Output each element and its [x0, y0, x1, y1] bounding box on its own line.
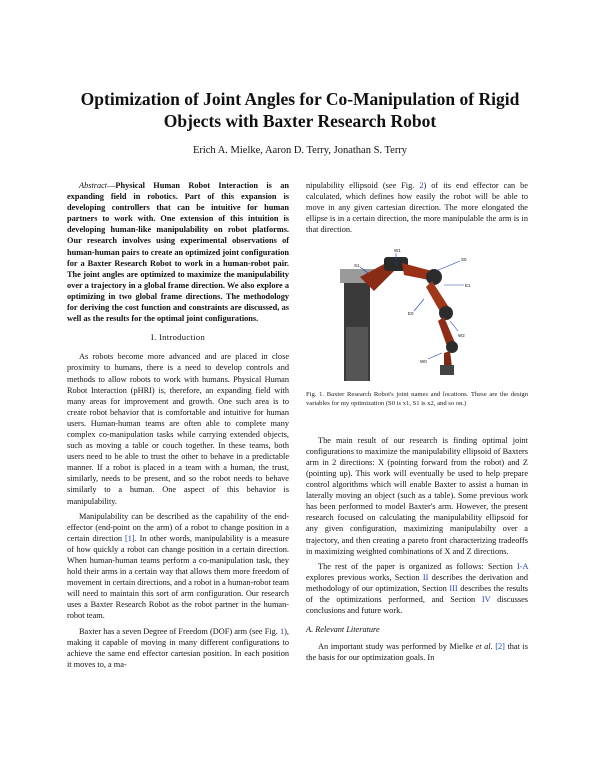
results-paragraph: The main result of our research is finding optimal joint configurations to maximize the manipulability ellipsoid of Baxters arm in 2 directions: X (pointing forward from the robot) and Z (pointing up). This work will eventually be used to help prepare control algorithms which will enable Baxter to assist a human in laterally moving an object (such as a table). Some previous work has been performed to model Baxter's arm. However, the present research focused on calculating the manipulability ellipsoid for any given configuration, maximizing manipulabilty over a trajectory, and then creating a pareto front characterizing tradeoffs in maximizing weighted combinations of X and Z directions.	[306, 435, 528, 556]
citation-link[interactable]: [2]	[495, 642, 505, 652]
organization-paragraph: The rest of the paper is organized as follows: Section I-A explores previous works, Section II describes the derivation and methodology of our optimization, Section III describes the results of the optimizations performed, and Section IV discusses conclusions and future work.	[306, 561, 529, 616]
subsection-heading-literature: A. Relevant Literature	[306, 625, 380, 635]
intro-paragraph-3: Baxter has a seven Degree of Freedom (DOF) arm (see Fig. 1), making it capable of moving in many different configurations to achieve the same end effector cartesian position. In each position it moves to, a ma-	[67, 626, 289, 669]
abstract-text: Physical Human Robot Interaction is an expanding field in robotics. Part of this expansion is developing controllers that can be intuitive for human partners to work with. One extension of this intuition is developing human-like manipulability on robot platforms. Our research involves using experimental observations of human-human pairs to create an optimized joint configuration for a Baxter Research Robot to work in a human-robot pair. The joint angles are optimized to maximize the manipulability over a trajectory in a global frame direction. We also explore a optimizing in two global frame directions. The methodology for deriving the cost function and constraints are discussed, as well as the results for the optimal joint configurations.	[67, 181, 289, 324]
section-link-4[interactable]: IV	[481, 594, 491, 604]
literature-paragraph: An important study was performed by Mielke et al. [2] that is the basis for our optimization goals. In	[306, 642, 529, 663]
section-link-2[interactable]: II	[422, 572, 429, 582]
joint-label-w2: W2	[458, 333, 465, 339]
abstract-label: Abstract	[79, 181, 108, 190]
citation-link[interactable]: [1]	[124, 533, 135, 543]
joint-label-w1: W1	[394, 248, 401, 254]
author-list: Erich A. Mielke, Aaron D. Terry, Jonathan S. Terry	[192, 145, 408, 156]
paper-title: Optimization of Joint Angles for Co-Manipulation of Rigid Objects with Baxter Research Robot	[80, 89, 520, 131]
joint-label-w0: W0	[420, 359, 427, 365]
robot-gripper	[440, 365, 454, 375]
joint-label-s0: S0	[461, 257, 467, 263]
section-heading-introduction: I. Introduction	[150, 332, 206, 343]
figure-caption: Fig. 1. Baxter Research Robot's joint names and locations. These are the design variables for my optimization (S0 is x1, S1 is x2, and so on.)	[306, 391, 528, 408]
joint-label-s1: S1	[354, 263, 360, 269]
joint-label-e0: E0	[408, 311, 414, 317]
left-column	[67, 180, 289, 674]
intro-paragraph-2: Manipulability can be described as the capability of the end-effector (end-point on the arm) of a robot to change position in a certain direction [1]. In other words, manipulability is a measure of how quickly a robot can change position in a certain direction. When human-human teams perform a co-manipulation task, they hold their arms in a certain way that allows them more freedom of movement in certain directions, and a robot in a human-robot team will need to maintain this sort of arm configuration. Our research uses a Baxter Research Robot as the robot partner in the human-robot team.	[67, 511, 289, 621]
figure-link[interactable]: 2	[419, 181, 424, 190]
joint-label-e1: E1	[465, 283, 471, 289]
continued-paragraph: nipulability ellipsoid (see Fig. 2) of its end effector can be calculated, which defines how easily the robot will be able to move in any given cartesian direction. The more elongated the ellipse is in a certain direction, the more manipulable the arm is in that direction.	[306, 181, 528, 235]
figure-link[interactable]: 1	[280, 626, 285, 636]
robot-figure	[306, 247, 528, 385]
right-column	[306, 180, 528, 667]
baxter-robot-image	[340, 247, 490, 383]
section-link-3[interactable]: III	[449, 583, 458, 593]
intro-paragraph-1: As robots become more advanced and are placed in close proximity to humans, there is a need to develop controls and methods to allow robots to work with humans. Physical Human Robot Interaction (pHRI) is, therefore, an expanding field with many areas for improvement and growth. One such area is to create robot behavior that is comfortable and intuitive for human users. Human-human teams are often able to complete many complex co-manipulation tasks while carrying extended objects, such as moving a table or couch together. In these teams, both users need to be able to trust the other to behave in a predictable manner. If a robot is placed in a team with a human, the trust, similarly, needs to be present, and so the robot needs to behave similarly to a human. One aspect of this behavior is manipulability.	[67, 352, 289, 506]
abstract: Abstract—Physical Human Robot Interaction is an expanding field in robotics. Part of this expansion is developing controllers that can be intuitive for human partners to work with. One extension of this intuition is developing human-like manipulability on robot platforms. Our research involves using experimental observations of human-human pairs to create an optimized joint configuration for a Baxter Research Robot to work in a human-robot pair. The joint angles are optimized to maximize the manipulability over a trajectory in a global frame direction. We also explore a optimizing in two global frame directions. The methodology for deriving the cost function and constraints are discussed, as well as the results for the optimal joint configurations.	[67, 181, 289, 324]
section-link-1a[interactable]: I-A	[516, 561, 528, 571]
